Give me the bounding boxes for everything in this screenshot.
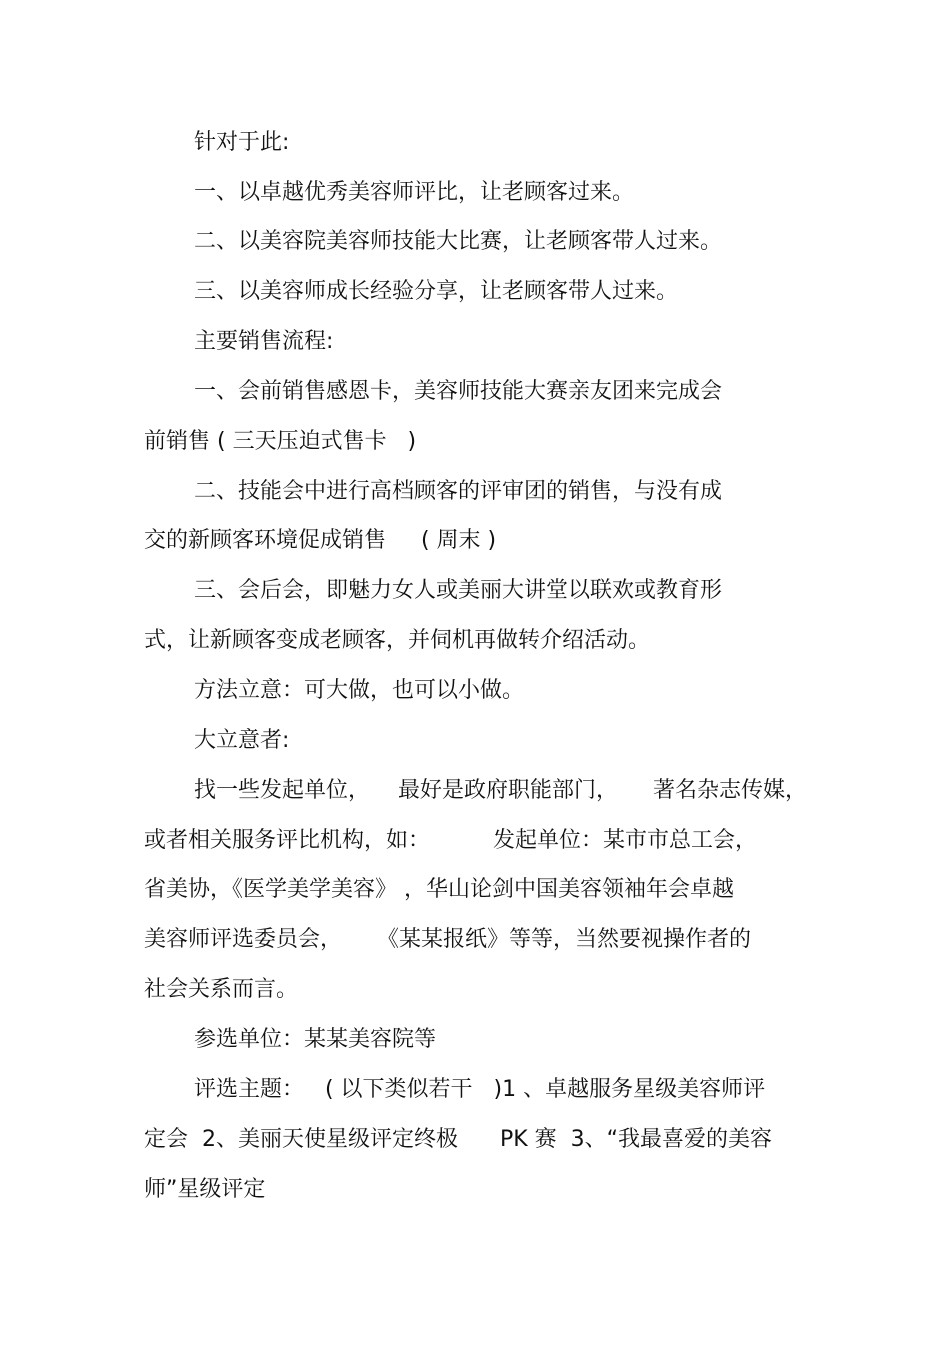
text-line: 社会关系而言。 — [144, 977, 299, 1002]
text-line: 评选主题： ( 以下类似若干 )1 、卓越服务星级美容师评 — [194, 1077, 766, 1102]
text-line: 参选单位：某某美容院等 — [194, 1027, 437, 1052]
text-line: 或者相关服务评比机构，如： 发起单位：某市市总工会， — [144, 828, 757, 853]
text-line: 师”星级评定 — [144, 1177, 266, 1202]
text-line: 一、会前销售感恩卡，美容师技能大赛亲友团来完成会 — [194, 379, 723, 404]
text-line: 方法立意：可大做，也可以小做。 — [194, 678, 525, 703]
text-line: 美容师评选委员会， 《某某报纸》等等，当然要视操作者的 — [144, 927, 751, 952]
text-line: 式，让新顾客变成老顾客，并伺机再做转介绍活动。 — [144, 628, 651, 653]
text-line: 交的新顾客环境促成销售 ( 周末 ) — [144, 528, 497, 553]
text-line: 找一些发起单位， 最好是政府职能部门， 著名杂志传媒， — [194, 778, 807, 803]
text-line: 一、以卓越优秀美容师评比，让老顾客过来。 — [194, 180, 635, 205]
text-line: 定会 2、美丽天使星级评定终极 PK 赛 3、“我最喜爱的美容 — [144, 1127, 773, 1152]
text-line: 二、以美容院美容师技能大比赛，让老顾客带人过来。 — [194, 229, 723, 254]
text-line: 大立意者: — [194, 728, 290, 753]
text-line: 省美协，《医学美学美容》 ，华山论剑中国美容领袖年会卓越 — [144, 877, 734, 902]
text-line: 三、以美容师成长经验分享，让老顾客带人过来。 — [194, 279, 679, 304]
text-line: 针对于此: — [194, 130, 290, 155]
text-line: 主要销售流程: — [194, 329, 334, 354]
text-line: 前销售 ( 三天压迫式售卡 ) — [144, 429, 417, 454]
text-line: 二、技能会中进行高档顾客的评审团的销售，与没有成 — [194, 479, 723, 504]
text-line: 三、会后会，即魅力女人或美丽大讲堂以联欢或教育形 — [194, 578, 723, 603]
